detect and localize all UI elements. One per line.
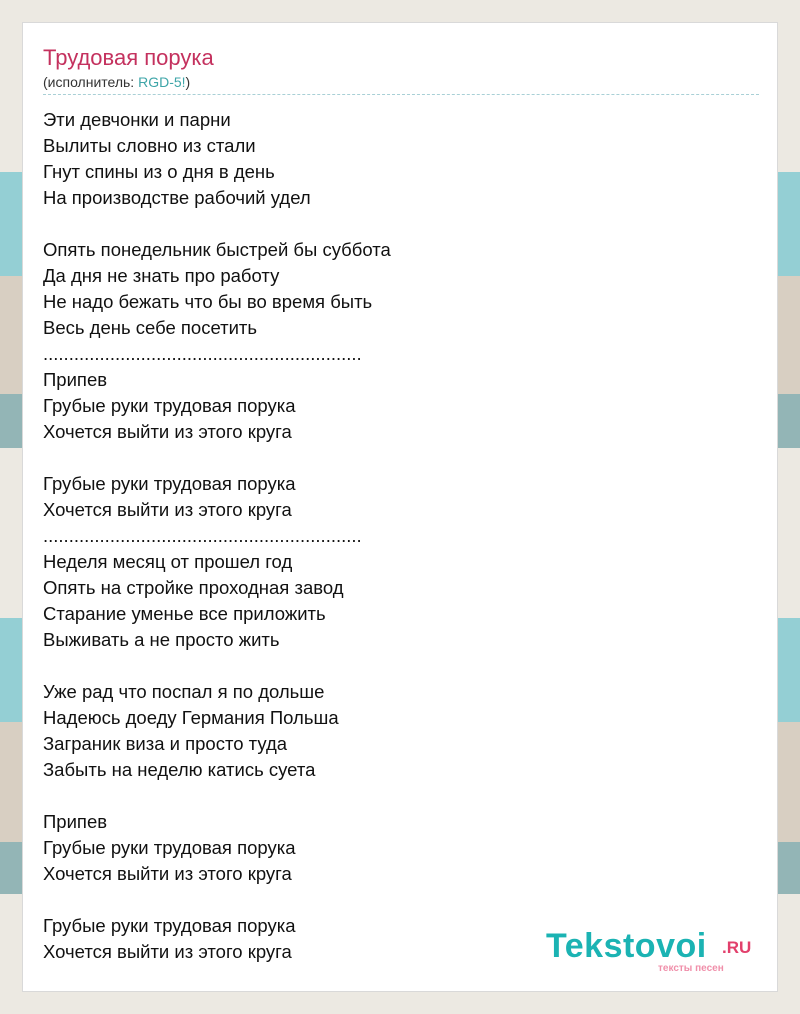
lyric-line: .............................................................. bbox=[43, 525, 362, 546]
lyric-line: Заграник виза и просто туда bbox=[43, 733, 288, 754]
lyrics-text bbox=[43, 107, 743, 965]
artist-suffix: ) bbox=[185, 74, 191, 90]
lyric-line bbox=[43, 783, 743, 809]
lyric-line: Весь день себе посетить bbox=[43, 317, 258, 338]
lyric-line: Грубые руки трудовая порука bbox=[43, 837, 296, 858]
lyric-line: Опять на стройке проходная завод bbox=[43, 577, 344, 598]
lyric-line: .............................................................. bbox=[43, 343, 362, 364]
lyric-line bbox=[43, 887, 743, 913]
lyric-line: Гнут спины из о дня в день bbox=[43, 161, 275, 182]
lyric-line: Опять понедельник быстрей бы суббота bbox=[43, 239, 391, 260]
lyric-line: Припев bbox=[43, 811, 108, 832]
lyric-line: Да дня не знать про работу bbox=[43, 265, 280, 286]
lyric-line: Припев bbox=[43, 369, 108, 390]
lyric-line: На производстве рабочий удел bbox=[43, 187, 311, 208]
artist-link[interactable]: RGD-5! bbox=[138, 74, 186, 90]
logo-tagline: тексты песен bbox=[658, 963, 724, 974]
lyric-line: Грубые руки трудовая порука bbox=[43, 395, 296, 416]
lyric-line: Хочется выйти из этого круга bbox=[43, 863, 292, 884]
lyric-line: Неделя месяц от прошел год bbox=[43, 551, 293, 572]
lyric-line: Вылиты словно из стали bbox=[43, 135, 256, 156]
logo-domain: .RU bbox=[722, 938, 752, 957]
site-logo[interactable] bbox=[546, 928, 756, 972]
lyric-line: Забыть на неделю катись суета bbox=[43, 759, 316, 780]
artist-prefix: (исполнитель: bbox=[43, 74, 139, 90]
lyric-line: Хочется выйти из этого круга bbox=[43, 941, 292, 962]
lyric-line: Грубые руки трудовая порука bbox=[43, 473, 296, 494]
lyric-line: Не надо бежать что бы во время быть bbox=[43, 291, 373, 312]
lyric-line bbox=[43, 211, 743, 237]
header-divider bbox=[43, 94, 759, 95]
artist-line bbox=[43, 74, 190, 90]
lyric-line: Старание уменье все приложить bbox=[43, 603, 326, 624]
lyric-line: Надеюсь доеду Германия Польша bbox=[43, 707, 339, 728]
lyric-line bbox=[43, 445, 743, 471]
lyric-line: Выживать а не просто жить bbox=[43, 629, 280, 650]
lyrics-card bbox=[22, 22, 778, 992]
lyric-line: Уже рад что поспал я по дольше bbox=[43, 681, 325, 702]
lyric-line: Хочется выйти из этого круга bbox=[43, 421, 292, 442]
lyric-line: Хочется выйти из этого круга bbox=[43, 499, 292, 520]
lyric-line bbox=[43, 653, 743, 679]
lyric-line: Эти девчонки и парни bbox=[43, 109, 231, 130]
logo-wordmark: Tekstovoi bbox=[546, 927, 707, 965]
lyric-line: Грубые руки трудовая порука bbox=[43, 915, 296, 936]
song-title: Трудовая порука bbox=[43, 45, 214, 70]
